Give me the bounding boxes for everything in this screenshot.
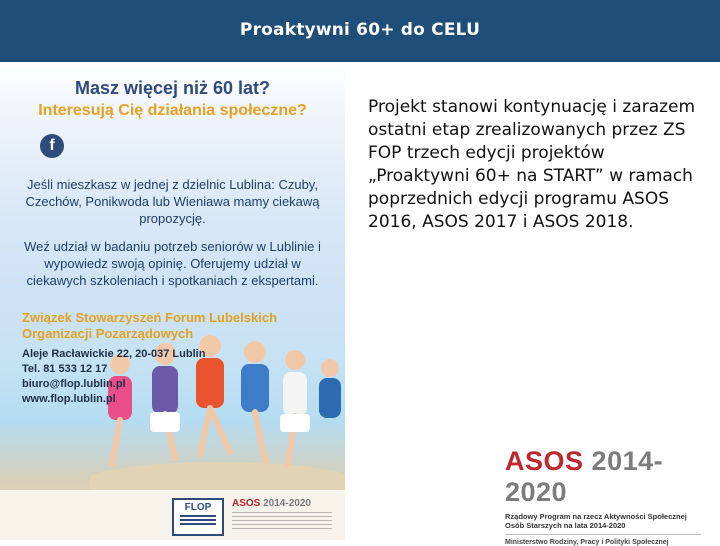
asos-small-subtext — [232, 512, 332, 530]
facebook-icon: f — [40, 134, 64, 158]
poster-organization: Związek Stowarzyszeń Forum Lubelskich Organizacji Pozarządowych — [22, 310, 278, 341]
poster-text-districts: Jeśli mieszkasz w jednej z dzielnic Lublina: Czuby, Czechów, Ponikwoda lub Wieniawa mamy ciekawą propozycję. — [25, 177, 320, 226]
slide-title: Proaktywni 60+ do CELU — [239, 20, 481, 40]
poster-address: Aleje Racławickie 22, 20-037 Lublin — [22, 348, 206, 360]
poster-email: biuro@flop.lublin.pl — [22, 378, 126, 390]
poster-heading: Masz więcej niż 60 lat? — [74, 78, 271, 98]
flop-logo-lines — [180, 515, 216, 527]
poster-contact — [22, 347, 262, 407]
asos-logo-ministry: Ministerstwo Rodziny, Pracy i Polityki Społecznej — [505, 539, 669, 546]
poster-subheading: Interesują Cię działania społeczne? — [38, 102, 307, 119]
poster-website: www.flop.lublin.pl — [22, 393, 116, 405]
asos-logo-title — [505, 446, 705, 508]
poster-text-invitation: Weź udział w badaniu potrzeb seniorów w Lublinie i wypowiedz swoją opinię. Oferujemy udział w ciekawych szkoleniach i spotkaniach z ekspertami. — [24, 239, 321, 288]
asos-logo-line2: Osób Starszych na lata 2014-2020 — [505, 521, 626, 530]
asos-logo-grey: 2014-2020 — [505, 446, 664, 507]
slide-body-text: Projekt stanowi kontynuację i zarazem ostatni etap zrealizowanych przez ZS FOP trzech edycji projektów „Proaktywni 60+ na START” w ramach poprzednich edycji programu ASOS 2016, ASOS 2017 i ASOS 2018. — [368, 97, 696, 232]
asos-small-logo — [232, 498, 311, 509]
asos-logo-line1: Rządowy Program na rzecz Aktywności Społecznej — [505, 512, 687, 521]
poster-phone: Tel. 81 533 12 17 — [22, 363, 108, 375]
asos-logo-red: ASOS — [505, 446, 584, 476]
slide-header — [0, 0, 720, 62]
flop-logo-text: FLOP — [184, 502, 212, 513]
poster-image — [0, 62, 345, 540]
asos-small-grey: 2014-2020 — [263, 498, 311, 509]
asos-logo-program — [505, 512, 705, 530]
poster-footer — [0, 490, 345, 540]
asos-small-red: ASOS — [232, 498, 261, 509]
flop-logo — [172, 498, 224, 536]
asos-logo-divider — [505, 534, 701, 535]
asos-logo — [505, 446, 705, 546]
